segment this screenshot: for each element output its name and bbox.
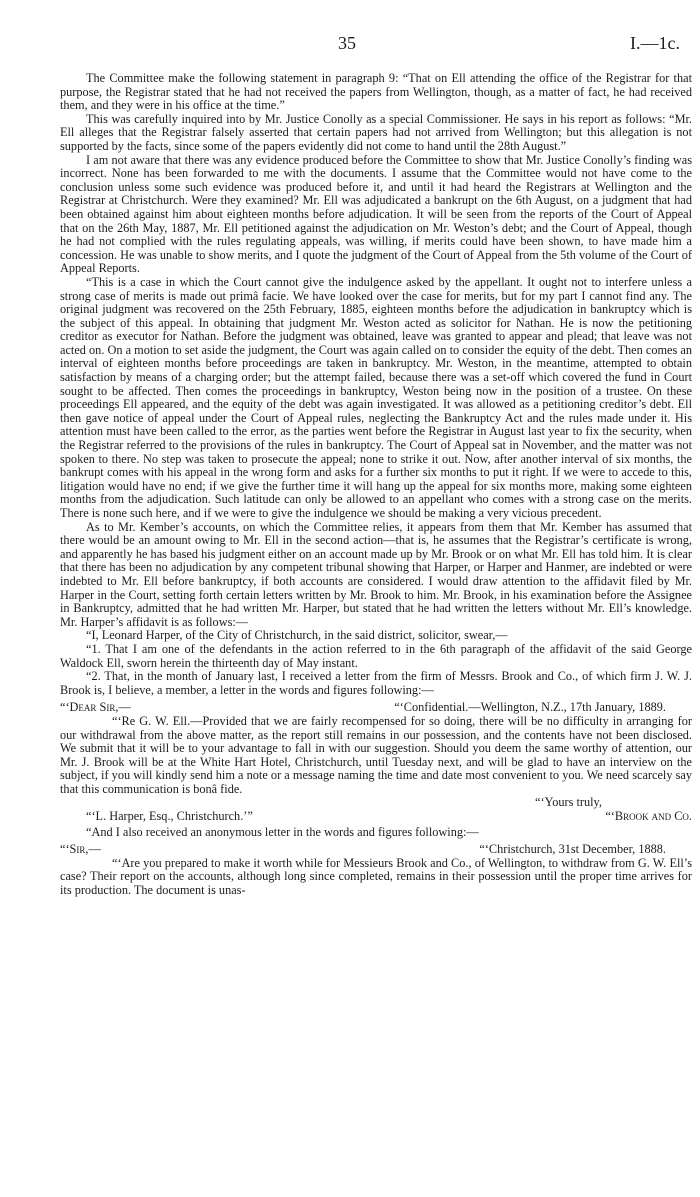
letter2-dateline: “‘Christchurch, 31st December, 1888. xyxy=(479,842,666,857)
letter1-addressee: “‘L. Harper, Esq., Christchurch.’” xyxy=(86,809,253,824)
page-number: 35 xyxy=(338,33,356,53)
affidavit-clause-1: “1. That I am one of the defendants in the action referred to in the 6th paragraph of the affidavit of the said George Waldock Ell, sworn herein the thirteenth day of May instant. xyxy=(60,641,692,670)
affidavit-oath: “I, Leonard Harper, of the City of Christchurch, in the said district, solicitor, swear,— xyxy=(86,628,508,643)
letter1-dateline: “‘Confidential.—Wellington, N.Z., 17th January, 1889. xyxy=(394,700,666,715)
document-reference: I.—1c. xyxy=(630,33,680,53)
letter1-salutation: “‘Dear Sir,— xyxy=(60,700,131,715)
paragraph-appeal-judgment: “This is a case in which the Court cannot give the indulgence asked by the appellant. It ought not to interfere unless a strong case of merits is made out primâ facie. We have looked over the case for merits, but for my part I cannot find any. The original judgment was recovered on the 25th February, 1885, eighteen months before the adjudication in bankruptcy which is the subject of this appeal. In obtaining that judgment Mr. Weston acted as solicitor for Nathan. He is now the petitioning creditor as executor for Nathan. Before the judgment was obtained, leave was granted to appear and plead; that leave was not acted on. On a motion to set aside the judgment, the Court was again called on to consider the equity of the debt. Then comes an interval of eighteen months before proceedings are taken in bankruptcy. Mr. Weston, in the meantime, attempted to obtain satisfaction by means of a charging order; but the attempt failed, because there was a set-off which covered the fund in Court sought to be affected. Then comes the proceedings in bankruptcy, Weston being now in the position of a trustee. On these proceedings Ell appeared, and the equity of the debt was again investigated. It was allowed as a petitioning creditor’s debt. Ell then gave notice of appeal under the Court of Appeal rules, neglecting the Bankruptcy Act and the rules made under it. His attention must have been called to the error, as the parties went before the Registrar in August last year to fix the security, when the Registrar referred to the provisions of the rules in bankruptcy. The Court of Appeal sat in November, and the matter was not spoken to there. No step was taken to prosecute the appeal; none to strike it out. Now, after another interval of six months, the bankrupt comes with his appeal in the wrong form and asks for a further six months to put it right. If we were to accede to this, litigation would have no end; if we give the further time it will hang up the appeal for six months more, making some eighteen months from the adjudication. Such latitude can only be allowed to an appellant who comes with a strong case on the merits. There is none such here, and if we were to give the indulgence we should be making a very vicious precedent. xyxy=(60,274,692,520)
letter2-salutation: “‘Sir,— xyxy=(60,842,101,857)
document-body xyxy=(60,72,692,898)
paragraph-committee-statement: The Committee make the following statement in paragraph 9: “That on Ell attending the office of the Registrar for that purpose, the Registrar stated that he had not received the papers from Wellington, though, as a matter of fact, he had received them, and they were in his office at the time.” xyxy=(60,71,692,113)
paragraph-kember-accounts: As to Mr. Kember’s accounts, on which the Committee relies, it appears from them that Mr. Kember has assumed that there would be an amount owing to Mr. Ell in the second action—that is, he assumes that the Registrar’s certificate is wrong, and apparently he has based his judgment either on an account made up by Mr. Brook or on what Mr. Ell has told him. It is clear that there has been no adjudication by any competent tribunal showing that Harper, or Harper and Hanmer, are indebted or were indebted to Mr. Ell before bankruptcy, if both accounts are considered. I would draw attention to the affidavit filed by Mr. Harper in the Court, setting forth certain letters written by Mr. Brook to him. Mr. Brook, in his examination before the Assignee in Bankruptcy, admitted that he had written Mr. Harper, but stated that he had written the letters without Mr. Ell’s knowledge. Mr. Harper’s affidavit is as follows:— xyxy=(60,519,692,629)
paragraph-evidence: I am not aware that there was any evidence produced before the Committee to show that Mr. Justice Conolly’s finding was incorrect. None has been forwarded to me with the documents. I assume that the Committee would not have come to the conclusion unless some such evidence was produced before it, and until it had heard the Registrars at Wellington and the Registrar at Christchurch. Were they examined? Mr. Ell was adjudicated a bankrupt on the 6th August, on a judgment that had been obtained against him about eighteen months before adjudication. It will be seen from the reports of the Court of Appeal that on the 26th May, 1887, Mr. Ell petitioned against the adjudication on Mr. Weston’s debt; and the Court of Appeal, though he had not complied with the rules regulating appeals, was willing, if merits could have been shown, to have made him a concession. He was unable to show merits, and I quote the judgment of the Court of Appeal from the 5th volume of the Court of Appeal Reports. xyxy=(60,152,692,276)
paragraph-conolly-report: This was carefully inquired into by Mr. Justice Conolly as a special Commissioner. He says in his report as follows: “Mr. Ell alleges that the Registrar falsely asserted that certain papers had not arrived from Wellington; but this allegation is not supported by the facts, since some of the papers evidently did not come to hand until the 28th August.” xyxy=(60,111,692,153)
letter1-signature: “‘Brook and Co. xyxy=(605,809,692,824)
letter1-body: “‘Re G. W. Ell.—Provided that we are fairly recompensed for so doing, there will be no difficulty in arranging for our withdrawal from the above matter, as the report still remains in our possession, and the contents have not been disclosed. We submit that it will be to your advantage to fall in with our suggestion. Should you deem the same worthy of attention, our Mr. J. Brook will be at the White Hart Hotel, Christchurch, until Tuesday next, and will be glad to have an interview on the subject, if you will kindly send him a note or a message naming the time and date most convenient to you. We need scarcely say that this communication is bonâ fide. xyxy=(60,713,692,796)
affidavit-clause-2: “2. That, in the month of January last, I received a letter from the firm of Messrs. Brook and Co., of which firm J. W. J. Brook is, I believe, a member, a letter in the words and figures following:— xyxy=(60,669,692,697)
letter1-footer xyxy=(60,810,692,824)
letter2-body: “‘Are you prepared to make it worth while for Messieurs Brook and Co., of Wellington, to withdraw from G. W. Ell’s case? Their report on the accounts, although long since completed, remains in their possession until the proper time arrives for its production. The document is unas- xyxy=(60,855,692,898)
letter1-header xyxy=(60,701,692,715)
paragraph-anonymous-letter: “And I also received an anonymous letter in the words and figures following:— xyxy=(86,824,479,839)
letter2-header xyxy=(60,843,692,857)
letter1-closing: “‘Yours truly, xyxy=(535,795,602,810)
